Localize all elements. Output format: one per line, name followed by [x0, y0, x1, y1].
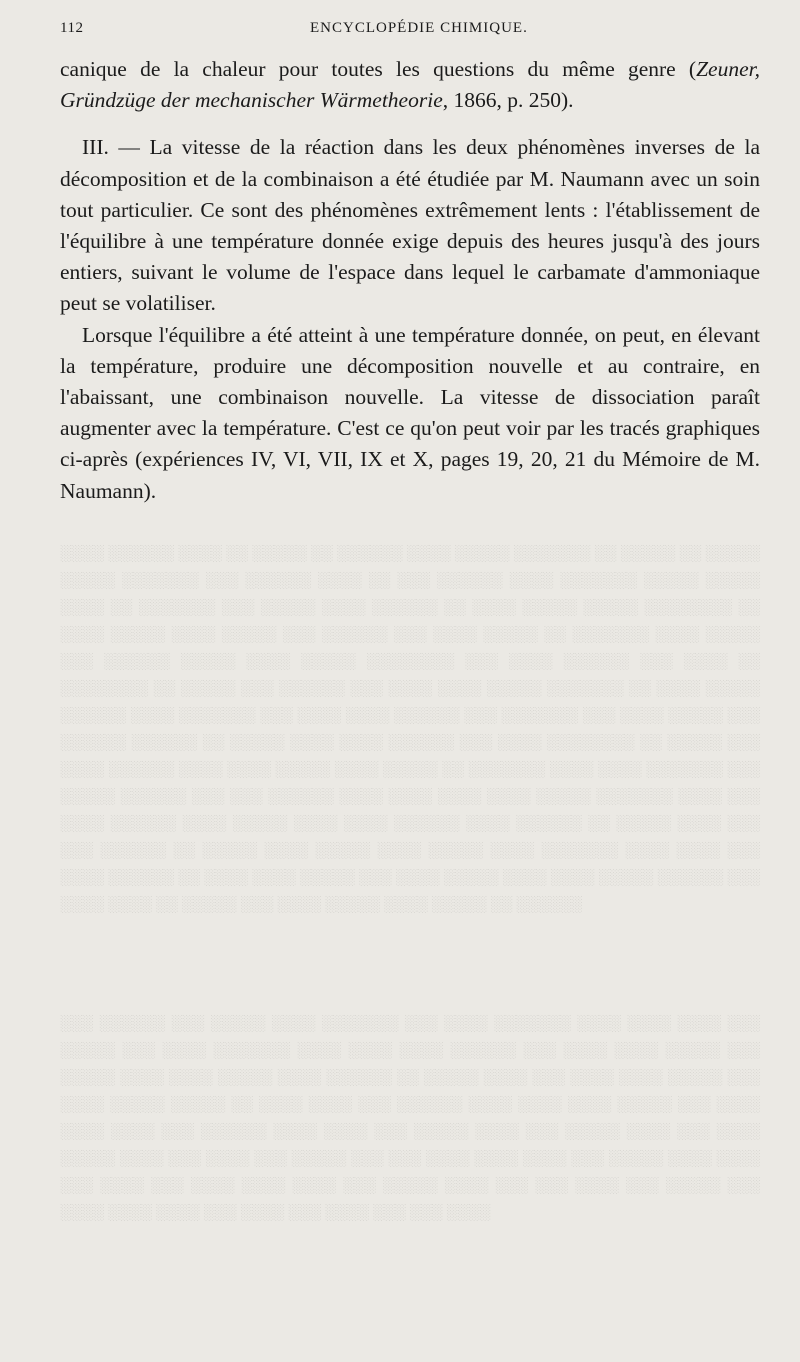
show-through-text: ░░░░ ░░░░░░ ░░░░ ░░ ░░░░░ ░░ ░░░░░░ ░░░░ ░░░░░ ░░░░░░░ ░░ ░░░░░ ░░ ░░░░░ ░░░░░ ░░░░░░░ ░░░ ░░░░░░ ░░░░ ░░ ░░░ ░░░░░░ ░░░░ ░░░░░░░ ░░░░░ ░░░░░ ░░░░ ░░ ░░░░░░░ ░░░ ░░░░░ ░░░░ ░░░░░░ ░░ ░░░░ ░░░░░ ░░░░░ ░░░░░░░░ ░░ ░░░░ ░░░░░ ░░░░ ░░░░░ ░░░ ░░░░░░ ░░░ ░░░░ ░░░░░ ░░ ░░░░░░░ ░░░░ ░░░░░ ░░░ ░░░░░░ ░░░░░ ░░░░ ░░░░░ ░░░░░░░░ ░░░ ░░░░ ░░░░░░ ░░░ ░░░░ ░░ ░░░░░░░░ ░░ ░░░░░ ░░░ ░░░░░░ ░░░ ░░░░ ░░░░ ░░░░░ ░░░░░░░ ░░ ░░░░ ░░░░░ ░░░░░░ ░░░░ ░░░░░░░ ░░░ ░░░░ ░░░░ ░░░░░░ ░░░ ░░░░░░░ ░░░ ░░░░ ░░░░░ ░░░ ░░░░░░ ░░░░░░ ░░ ░░░░░ ░░░░ ░░░░ ░░░░░░ ░░░ ░░░░ ░░░░░░░░ ░░ ░░░░░ ░░░ ░░░░ ░░░░░░ ░░░░ ░░░░ ░░░░░ ░░░░ ░░░░░ ░░ ░░░░░░░ ░░░░ ░░░░ ░░░░░░░ ░░░ ░░░░░ ░░░░░░ ░░░ ░░░ ░░░░░░ ░░░░ ░░░░ ░░░░ ░░░░ ░░░░░ ░░░░░░░ ░░░░ ░░░ ░░░░ ░░░░░░ ░░░░ ░░░░░ ░░░░ ░░░░ ░░░░░░ ░░░░ ░░░░░░ ░░ ░░░░░ ░░░░ ░░░ ░░░ ░░░░░░ ░░ ░░░░░ ░░░░ ░░░░░ ░░░░ ░░░░░ ░░░░ ░░░░░░░ ░░░░ ░░░░ ░░░ ░░░░ ░░░░░░ ░░ ░░░░ ░░░░ ░░░░░ ░░░ ░░░░ ░░░░░ ░░░░ ░░░░ ░░░░░ ░░░░░░ ░░░ ░░░░ ░░░░ ░░ ░░░░░ ░░░ ░░░░ ░░░░░ ░░░░ ░░░░░ ░░ ░░░░░░: [60, 545, 760, 913]
paragraph-continuation: canique de la chaleur pour toutes les questions du même genre (Zeuner, Gründzüge der mechanischer Wärmetheorie, 1866, p. 250).: [60, 57, 760, 113]
citation-italic: Zeuner, Gründzüge der mechanischer Wärmetheorie: [60, 57, 760, 113]
paragraph-iv: Lorsque l'équilibre a été atteint à une température donnée, on peut, en élevant la température, produire une décomposition nouvelle et au contraire, en l'abaissant, une combinaison nouvelle. La vitesse de dissociation paraît augmenter avec la température. C'est ce qu'on peut voir par les tracés graphiques ci-après (expériences IV, VI, VII, IX et X, pages 19, 20, 21 du Mémoire de M. Naumann).: [60, 322, 760, 503]
paragraph-iii: III. — La vitesse de la réaction dans les deux phénomènes inverses de la décomposition et de la combinaison a été étudiée par M. Naumann avec un soin tout particulier. Ce sont des phénomènes extrêmement lents : l'établissement de l'équilibre à une température donnée exige depuis des heures jusqu'à des jours entiers, suivant le volume de l'espace dans lequel le carbamate d'ammoniaque peut se volatiliser.: [60, 135, 760, 316]
running-head: [60, 20, 760, 44]
section-marker: III. —: [82, 135, 150, 160]
body-text: [60, 54, 760, 507]
header-title: ENCYCLOPÉDIE CHIMIQUE.: [310, 20, 528, 36]
show-through-text-lower: ░░░ ░░░░░░ ░░░ ░░░░░ ░░░░ ░░░░░░░ ░░░ ░░░░ ░░░░░░░ ░░░░ ░░░░ ░░░░ ░░░ ░░░░░ ░░░ ░░░░ ░░░░░░░ ░░░░ ░░░░ ░░░░ ░░░░░░ ░░░ ░░░░ ░░░░ ░░░░░ ░░░ ░░░░░ ░░░░ ░░░░ ░░░░░ ░░░░ ░░░░░░ ░░ ░░░░░ ░░░░ ░░░ ░░░░ ░░░░ ░░░░░ ░░░ ░░░░ ░░░░░ ░░░░░ ░░ ░░░░ ░░░░ ░░░ ░░░░░░ ░░░░ ░░░░ ░░░░ ░░░░░ ░░░ ░░░░ ░░░░ ░░░░ ░░░ ░░░░░░ ░░░░ ░░░░ ░░░ ░░░░░ ░░░░ ░░░ ░░░░░ ░░░░ ░░░ ░░░░ ░░░░░ ░░░░ ░░░ ░░░░ ░░░ ░░░░░ ░░░ ░░░ ░░░░ ░░░░ ░░░░ ░░░ ░░░░░ ░░░░ ░░░░ ░░░ ░░░░ ░░░ ░░░░ ░░░░ ░░░░ ░░░ ░░░░░ ░░░░ ░░░ ░░░ ░░░░ ░░░ ░░░░░ ░░░ ░░░░ ░░░░ ░░░░ ░░░ ░░░░ ░░░ ░░░░ ░░░ ░░░ ░░░░: [60, 1015, 760, 1221]
page-number: 112: [60, 20, 84, 36]
